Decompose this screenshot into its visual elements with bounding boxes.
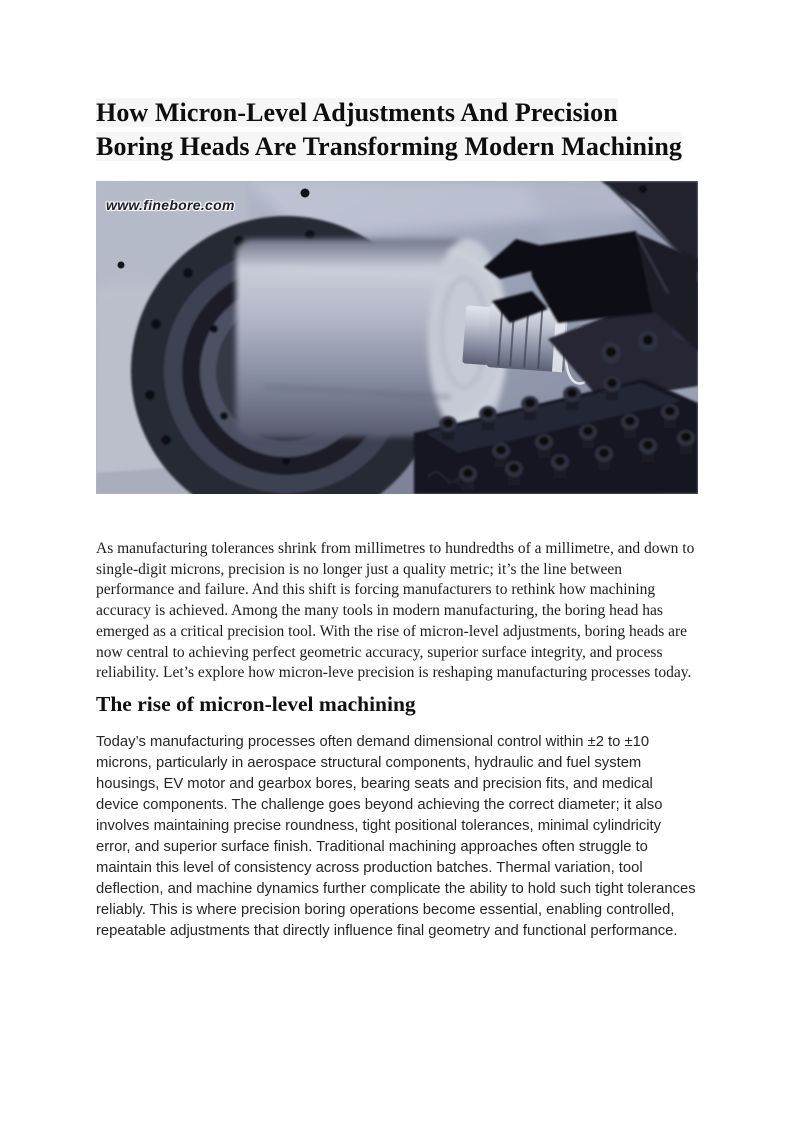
panel-screw [301, 189, 310, 198]
machine-photo-illustration [96, 181, 698, 494]
panel-screw [118, 262, 125, 269]
article-title-text: How Micron-Level Adjustments And Precision Boring Heads Are Transforming Modern Machining [96, 98, 683, 161]
watermark-text: www.finebore.com [106, 197, 235, 213]
section-heading: The rise of micron-level machining [96, 691, 416, 716]
intro-paragraph: As manufacturing tolerances shrink from millimetres to hundredths of a millimetre, and down to single-digit microns, precision is no longer just a quality metric; it’s the line between performance and failure. And this shift is forcing manufacturers to rethink how machining accuracy is achieved. Among the many tools in modern manufacturing, the boring head has emerged as a critical precision tool. With the rise of micron-level adjustments, boring heads are now central to achieving perfect geometric accuracy, superior surface integrity, and process reliability. Let’s explore how micron-leve precision is reshaping manufacturing processes today. [96, 540, 695, 682]
section-body-paragraph: Today’s manufacturing processes often demand dimensional control within ±2 to ±10 microns, particularly in aerospace structural components, hydraulic and fuel system housings, EV motor and gearbox bores, bearing seats and precision fits, and medical device components. The challenge goes beyond achieving the correct diameter; it also involves maintaining precise roundness, tight positional tolerances, minimal cylindricity error, and superior surface finish. Traditional machining approaches often struggle to maintain this level of consistency across production batches. Thermal variation, tool deflection, and machine dynamics further complicate the ability to hold such tight tolerances reliably. This is where precision boring operations become essential, enabling controlled, repeatable adjustments that directly influence final geometry and functional performance. [96, 733, 696, 939]
hero-image [96, 181, 698, 494]
article-title [96, 96, 698, 164]
